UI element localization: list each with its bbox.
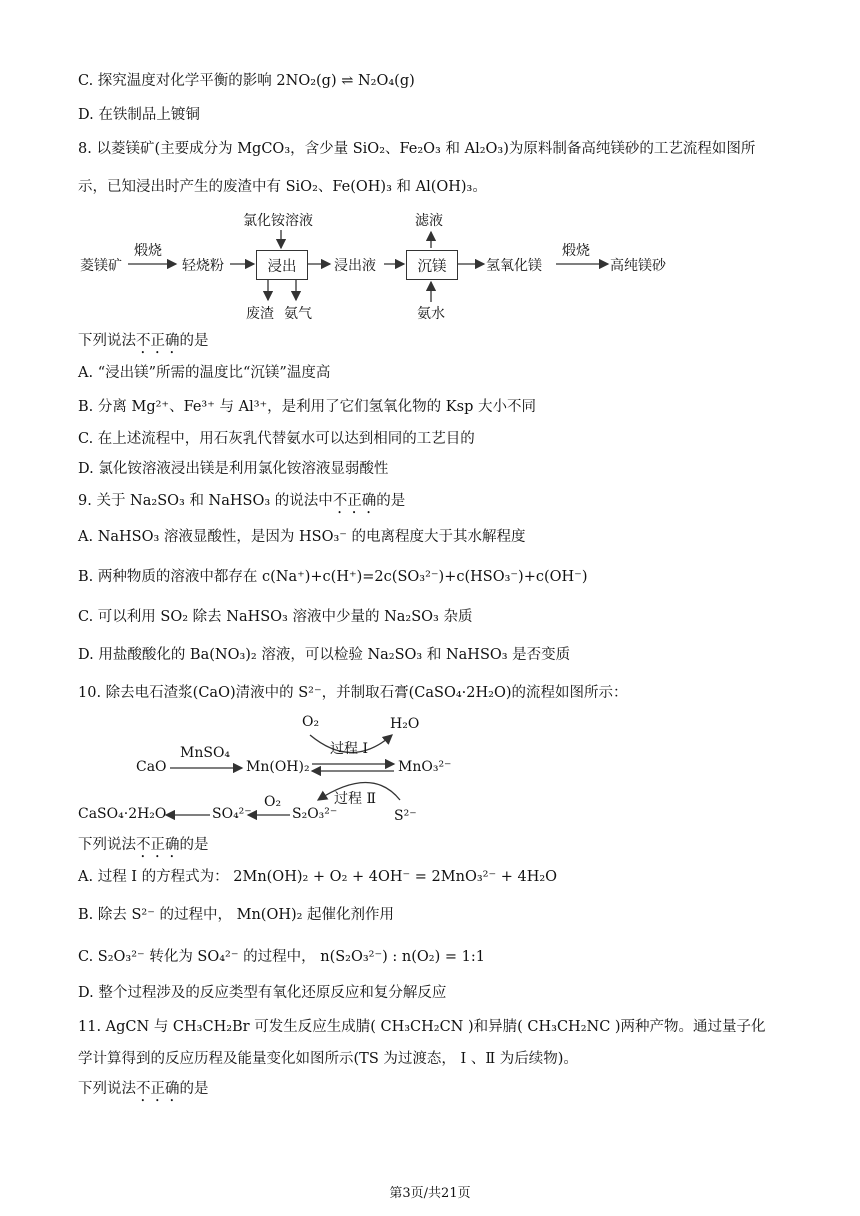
q8-flow-product2: 浸出液 — [334, 258, 376, 274]
q11-ask-pre: 下列说法 — [78, 1081, 136, 1097]
q10-option-b: B. 除去 S²⁻ 的过程中， Mn(OH)₂ 起催化剂作用 — [78, 907, 395, 923]
q10-h2o: H₂O — [390, 716, 420, 732]
q9-stem — [78, 490, 405, 517]
q10-ask-post: 的是 — [179, 837, 209, 853]
q8-stem-line2: 示，已知浸出时产生的废渣中有 SiO₂、Fe(OH)₃ 和 Al(OH)₃。 — [78, 179, 487, 195]
q8-flow-box-precip — [406, 250, 458, 280]
q8-flow-ammonia-water: 氨水 — [417, 306, 445, 322]
q8-flow-reagent-nh4cl: 氯化铵溶液 — [243, 213, 313, 229]
q8-ask-post: 的是 — [179, 333, 209, 349]
q11-ask-emph: 不正确 — [136, 1081, 180, 1097]
q8-ask — [78, 330, 209, 357]
page-footer: 第3页/共21页 — [389, 1186, 471, 1201]
q8-option-c: C. 在上述流程中，用石灰乳代替氨水可以达到相同的工艺目的 — [78, 431, 475, 447]
q9-stem-emph: 不正确 — [332, 493, 377, 509]
q11-stem-line2: 学计算得到的反应历程及能量变化如图所示(TS 为过渡态， Ⅰ 、Ⅱ 为后续物)。 — [78, 1051, 578, 1067]
q9-stem-pre: 9. 关于 Na₂SO₃ 和 NaHSO₃ 的说法中 — [78, 493, 333, 509]
q8-flow-filtrate: 滤液 — [415, 213, 443, 229]
q8-ask-emph: 不正确 — [136, 333, 180, 349]
q10-o2-top: O₂ — [302, 714, 320, 730]
q10-mnoh2: Mn(OH)₂ — [246, 759, 310, 775]
q10-ask-emph: 不正确 — [136, 837, 180, 853]
q7-option-d: D. 在铁制品上镀铜 — [78, 107, 200, 123]
q8-flow-box-precip-label: 沉镁 — [417, 258, 447, 275]
q9-option-c: C. 可以利用 SO₂ 除去 NaHSO₃ 溶液中少量的 Na₂SO₃ 杂质 — [78, 609, 473, 625]
q8-flow-final: 高纯镁砂 — [610, 258, 666, 274]
q10-process-2: 过程 Ⅱ — [334, 791, 376, 807]
q8-flow-waste-residue: 废渣 — [246, 306, 274, 322]
q8-flow-arrows — [0, 0, 860, 330]
q10-s2o3: S₂O₃²⁻ — [292, 806, 338, 822]
q7-option-c: C. 探究温度对化学平衡的影响 2NO₂(g) ⇌ N₂O₄(g) — [78, 73, 415, 89]
q8-option-d: D. 氯化铵溶液浸出镁是利用氯化铵溶液显弱酸性 — [78, 461, 389, 477]
q9-option-a: A. NaHSO₃ 溶液显酸性，是因为 HSO₃⁻ 的电离程度大于其水解程度 — [78, 529, 526, 545]
q10-process-1: 过程 Ⅰ — [330, 741, 368, 757]
q8-option-a: A. “浸出镁”所需的温度比“沉镁”温度高 — [78, 365, 331, 381]
q10-stem: 10. 除去电石渣浆(CaO)清液中的 S²⁻，并制取石膏(CaSO₄·2H₂O)的流程如图所示： — [78, 685, 628, 701]
q10-ask-pre: 下列说法 — [78, 837, 136, 853]
q9-option-d: D. 用盐酸酸化的 Ba(NO₃)₂ 溶液，可以检验 Na₂SO₃ 和 NaHSO₃ 是否变质 — [78, 647, 571, 663]
q8-flow-box-leach — [256, 250, 308, 280]
q10-o2-bottom: O₂ — [264, 794, 282, 810]
q10-option-a: A. 过程 I 的方程式为： 2Mn(OH)₂ + O₂ + 4OH⁻ = 2MnO₃²⁻ + 4H₂O — [78, 869, 558, 885]
q9-option-b: B. 两种物质的溶液中都存在 c(Na⁺)+c(H⁺)=2c(SO₃²⁻)+c(HSO₃⁻)+c(OH⁻) — [78, 569, 588, 585]
q8-flow-start: 菱镁矿 — [80, 258, 122, 274]
q8-flow-diagram — [0, 0, 860, 330]
q8-flow-product3: 氢氧化镁 — [486, 258, 542, 274]
q8-flow-step2: 煅烧 — [562, 243, 590, 259]
q10-mno3: MnO₃²⁻ — [398, 759, 452, 775]
q10-s2: S²⁻ — [394, 808, 417, 824]
q9-stem-post: 的是 — [376, 493, 406, 509]
q8-flow-box-leach-label: 浸出 — [267, 258, 297, 275]
q10-mnso4: MnSO₄ — [180, 745, 231, 761]
q8-flow-product1: 轻烧粉 — [182, 258, 224, 274]
q8-stem-line1: 8. 以菱镁矿(主要成分为 MgCO₃，含少量 SiO₂、Fe₂O₃ 和 Al₂O₃)为原料制备高纯镁砂的工艺流程如图所 — [78, 141, 756, 157]
q10-ask — [78, 834, 209, 861]
q10-option-c: C. S₂O₃²⁻ 转化为 SO₄²⁻ 的过程中， n(S₂O₃²⁻) : n(O₂) = 1:1 — [78, 949, 485, 965]
q8-flow-ammonia-gas: 氨气 — [284, 306, 312, 322]
q11-ask-post: 的是 — [179, 1081, 209, 1097]
q8-flow-step1: 煅烧 — [134, 243, 162, 259]
q10-cao: CaO — [136, 759, 167, 775]
q8-option-b: B. 分离 Mg²⁺、Fe³⁺ 与 Al³⁺，是利用了它们氢氧化物的 Ksp 大小不同 — [78, 399, 536, 415]
q10-gypsum: CaSO₄·2H₂O — [78, 806, 167, 822]
q11-stem-line1: 11. AgCN 与 CH₃CH₂Br 可发生反应生成腈( CH₃CH₂CN )和异腈( CH₃CH₂NC )两种产物。通过量子化 — [78, 1019, 766, 1035]
q10-option-d: D. 整个过程涉及的反应类型有氧化还原反应和复分解反应 — [78, 985, 447, 1001]
q10-so4: SO₄²⁻ — [212, 806, 252, 822]
q8-ask-pre: 下列说法 — [78, 333, 136, 349]
q11-ask — [78, 1078, 209, 1105]
